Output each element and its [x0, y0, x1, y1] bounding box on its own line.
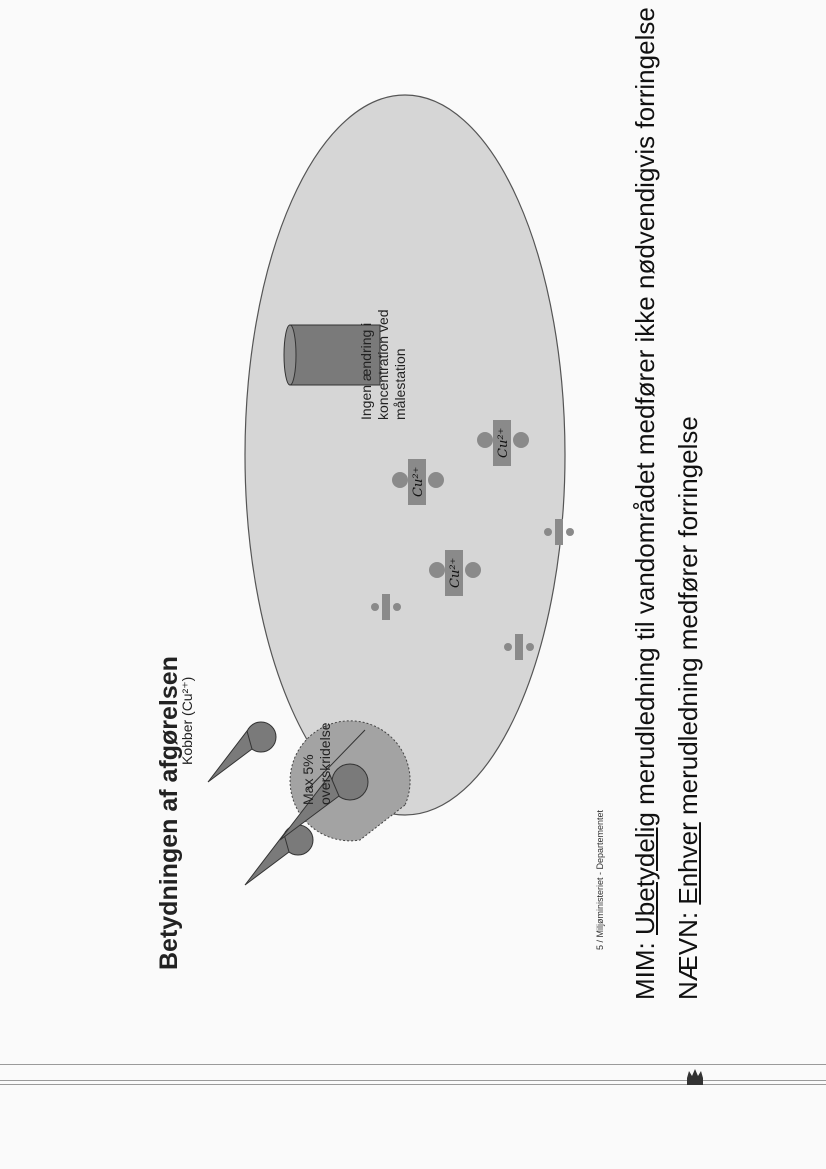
naevn-statement	[673, 416, 704, 1000]
naevn-underlined: Enhver	[673, 822, 703, 905]
ion-label: Cu²⁺	[448, 557, 463, 588]
overskridelse-text: Max 5% overskridelse	[300, 722, 333, 805]
slide	[75, 0, 725, 1040]
slide-footer: 5 / Miljøministeriet - Departementet	[595, 809, 605, 950]
mim-statement	[630, 7, 661, 1000]
droplet-icon	[245, 825, 313, 885]
droplet-icon	[208, 722, 276, 782]
mim-underlined: Ubetydelig	[630, 812, 660, 935]
ion-label: Cu²⁺	[496, 427, 511, 458]
ion-label: Cu²⁺	[411, 466, 426, 497]
slide-title: Betydningen af afgørelsen	[155, 656, 183, 970]
mim-rest: merudledning til vandområdet medfører ikke nødvendigvis forringelse	[630, 7, 660, 805]
crown-crest-icon	[684, 1066, 706, 1088]
kobber-label: Kobber (Cu²⁺)	[179, 676, 195, 765]
ingen-aendring-label: Ingen ændring i koncentration ved målestation	[358, 309, 408, 420]
naevn-rest: merudledning medfører forringelse	[673, 416, 703, 816]
scan-divider	[0, 1064, 826, 1065]
lake-diagram	[75, 0, 725, 1040]
naevn-prefix: NÆVN:	[673, 911, 703, 1000]
overskridelse-label	[300, 715, 334, 805]
lake-ellipse	[245, 95, 565, 815]
mim-prefix: MIM:	[630, 942, 660, 1000]
